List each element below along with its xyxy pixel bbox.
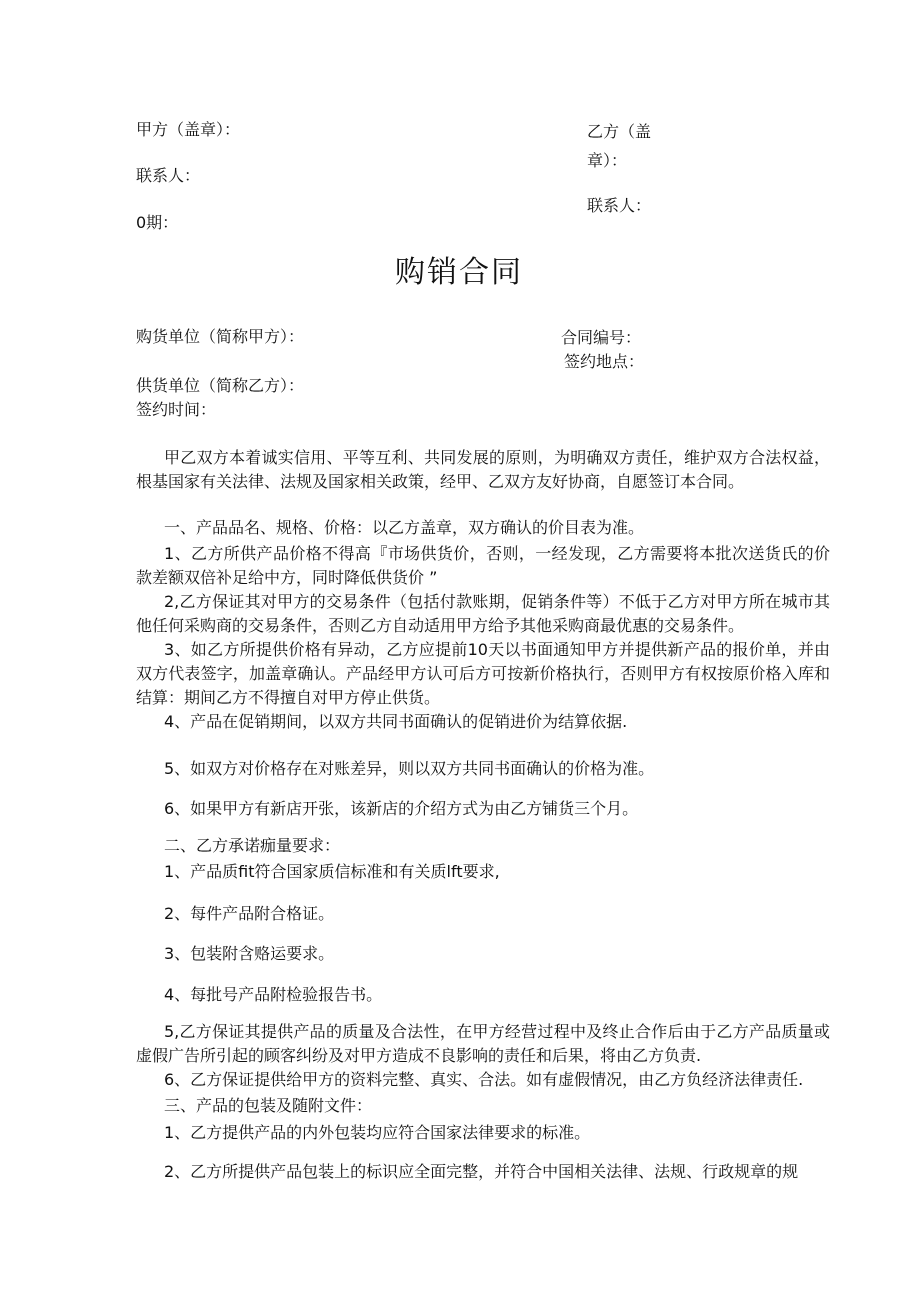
sign-time-label: 签约时间： [136,400,217,419]
party-a-contact-label: 联系人： [136,166,201,185]
contract-number-label: 合同编号： [561,328,642,347]
section-2-item: 1、产品质fit符合国家质信标准和有关质lft要求, [164,862,500,881]
supplier-label: 供货单位（简称乙方）： [136,376,305,395]
section-2-item: 2、每件产品附合格证。 [164,904,335,923]
document-title: 购销合同 [395,255,523,290]
buyer-label: 购货单位（简称甲方）： [136,327,305,346]
section-1-item: 5、如双方对价格存在对账差异，则以双方共同书面确认的价格为准。 [164,759,655,778]
section-1-item: 3、如乙方所提供价格有异动，乙方应提前10天以书面通知甲方并提供新产品的报价单，并由双方代表签字，加盖章确认。产品经甲方认可后方可按新价格执行，否则甲方有权按原价格入库和结算：期间乙方不得擅自对甲方停止供货。 [136,640,830,707]
section-2-item: 6、乙方保证提供给甲方的资料完整、真实、合法。如有虚假情况，由乙方负经济法律责任. [164,1070,804,1089]
section-1-item: 2,乙方保证其对甲方的交易条件（包括付款账期，促销条件等）不低于乙方对甲方所在城市其他任何采购商的交易条件，否则乙方自动适用甲方给予其他采购商最优惠的交易条件。 [136,592,830,635]
section-1 [136,516,830,734]
section-3-item: 2、乙方所提供产品包装上的标识应全面完整，并符合中国相关法律、法规、行政规章的规 [164,1162,799,1181]
section-2-item: 3、包装附含赂运要求。 [164,944,335,963]
intro-paragraph-block [136,446,830,494]
section-1-heading: 一、产品品名、规格、价格：以乙方盖章，双方确认的价目表为准。 [164,518,645,537]
sign-place-label: 签约地点： [564,352,645,371]
section-1-item: 4、产品在促销期间，以双方共同书面确认的促销进价为结算依据. [164,712,628,731]
intro-paragraph: 甲乙双方本着诚实信用、平等互利、共同发展的原则，为明确双方责任，维护双方合法权益，根基国家有关法律、法规及国家相关政策，经甲、乙双方友好协商，自愿签订本合同。 [136,448,830,491]
section-1-item: 6、如果甲方有新店开张，该新店的介绍方式为由乙方铺货三个月。 [164,799,639,818]
section-2-item: 4、每批号产品附检验报告书。 [164,985,383,1004]
party-b-seal-label-line1: 乙方（盖 [587,122,652,141]
date-label: 0期： [136,213,179,232]
section-2-item: 5,乙方保证其提供产品的质量及合法性，在甲方经营过程中及终止合作后由于乙方产品质量或虚假广告所引起的顾客纠纷及对甲方造成不良影响的责任和后果，将由乙方负责. [136,1022,830,1065]
section-2-continued [136,1020,830,1092]
party-a-seal-label: 甲方（盖章）： [136,120,241,139]
section-3-item: 1、乙方提供产品的内外包装均应符合国家法律要求的标准。 [164,1123,591,1142]
section-3-heading: 三、产品的包装及随附文件： [164,1096,373,1115]
party-b-seal-label-line2: 章）： [587,151,628,170]
party-b-contact-label: 联系人： [587,196,652,215]
section-1-item: 1、乙方所供产品价格不得高『市场供货价，否则，一经发现，乙方需要将本批次送货氏的价款差额双倍补足给中方，同时降低供货价 ” [136,544,830,587]
section-2-heading: 二、乙方承诺痂量要求： [164,836,341,855]
